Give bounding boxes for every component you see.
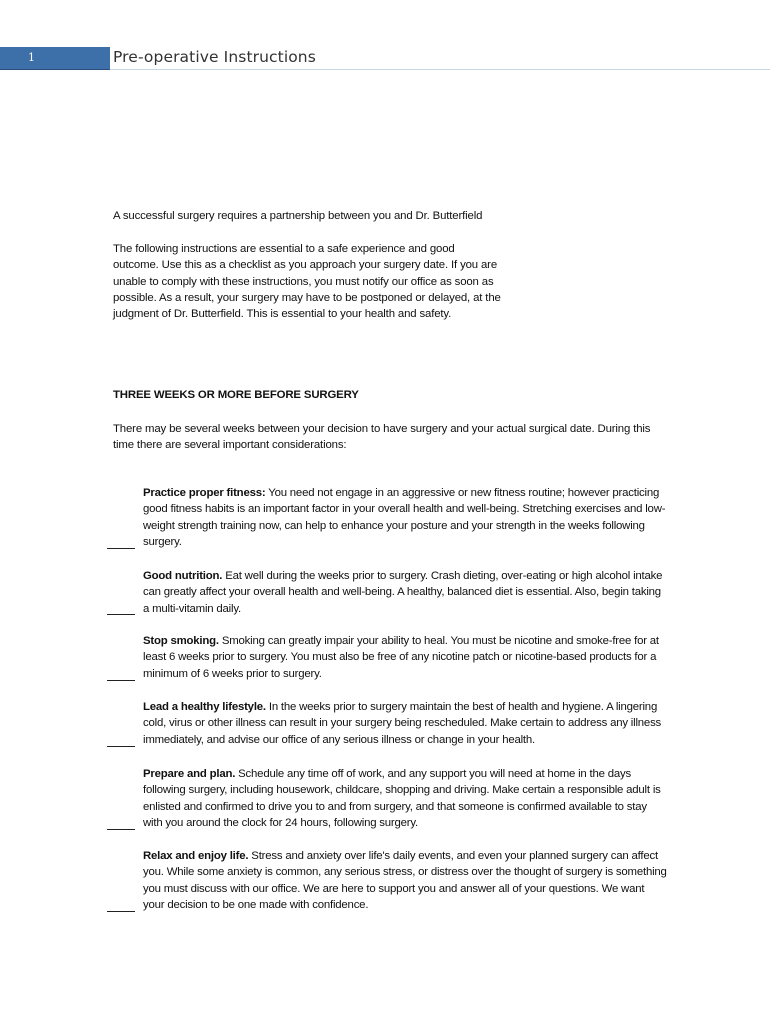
item-title: Relax and enjoy life.: [143, 850, 249, 862]
item-title: Lead a healthy lifestyle.: [143, 701, 266, 713]
checkbox-blank-prepare[interactable]: [107, 829, 135, 830]
page-title: Pre-operative Instructions: [113, 48, 316, 66]
checklist-item-nutrition: [143, 568, 668, 617]
checkbox-blank-relax[interactable]: [107, 911, 135, 912]
checkbox-blank-smoking[interactable]: [107, 680, 135, 681]
header-bar: [0, 47, 110, 70]
item-text: Eat well during the weeks prior to surgery. Crash dieting, over-eating or high alcohol intake can greatly affect your overall health and well-being. A healthy, balanced diet is essential. Also, begin taking a multi-vitamin daily.: [143, 570, 663, 615]
item-title: Stop smoking.: [143, 635, 219, 647]
item-text: Smoking can greatly impair your ability to heal. You must be nicotine and smoke-free for at least 6 weeks prior to surgery. You must also be free of any nicotine patch or nicotine-based products for a minimum of 6 weeks prior to surgery.: [143, 635, 659, 680]
section-intro: There may be several weeks between your decision to have surgery and your actual surgical date. During this time there are several important considerations:: [113, 423, 651, 452]
intro-paragraph: The following instructions are essential to a safe experience and good outcome. Use this as a checklist as you approach your surgery date. If you are unable to comply with these instructions, you must notify our office as soon as possible. As a result, your surgery may have to be postponed or delayed, at the judgment of Dr. Butterfield. This is essential to your health and safety.: [113, 243, 501, 321]
checklist-item-smoking: [143, 633, 668, 682]
page-number: 1: [28, 51, 35, 64]
checklist-item-relax: [143, 848, 668, 913]
checklist-item-prepare: [143, 766, 668, 831]
item-title: Practice proper fitness:: [143, 487, 266, 499]
checklist-item-fitness: [143, 485, 668, 550]
checkbox-blank-fitness[interactable]: [107, 548, 135, 549]
section-heading: THREE WEEKS OR MORE BEFORE SURGERY: [113, 389, 359, 401]
item-title: Good nutrition.: [143, 570, 223, 582]
checklist-item-lifestyle: [143, 699, 668, 748]
checkbox-blank-nutrition[interactable]: [107, 614, 135, 615]
item-text: In the weeks prior to surgery maintain the best of health and hygiene. A lingering cold, virus or other illness can result in your surgery being rescheduled. Make certain to address any illness immediately, and advise our office of any serious illness or change in your health.: [143, 701, 662, 746]
header-rule: [110, 69, 770, 70]
intro-line: A successful surgery requires a partnership between you and Dr. Butterfield: [113, 210, 483, 222]
item-text: You need not engage in an aggressive or new fitness routine; however practicing good fitness habits is an important factor in your overall health and well-being. Stretching exercises and low-weight strength training now, can help to enhance your posture and your strength in the weeks following surgery.: [143, 487, 666, 548]
item-text: Schedule any time off of work, and any support you will need at home in the days following surgery, including housework, childcare, shopping and driving. Make certain a responsible adult is enlisted and confirmed to drive you to and from surgery, and that someone is confirmed available to stay with you around the clock for 24 hours, following surgery.: [143, 768, 661, 829]
checkbox-blank-lifestyle[interactable]: [107, 746, 135, 747]
item-title: Prepare and plan.: [143, 768, 236, 780]
item-text: Stress and anxiety over life's daily events, and even your planned surgery can affect you. While some anxiety is common, any serious stress, or distress over the thought of surgery is something you must discuss with our office. We are here to support you and answer all of your questions. We want your decision to be one made with confidence.: [143, 850, 667, 911]
